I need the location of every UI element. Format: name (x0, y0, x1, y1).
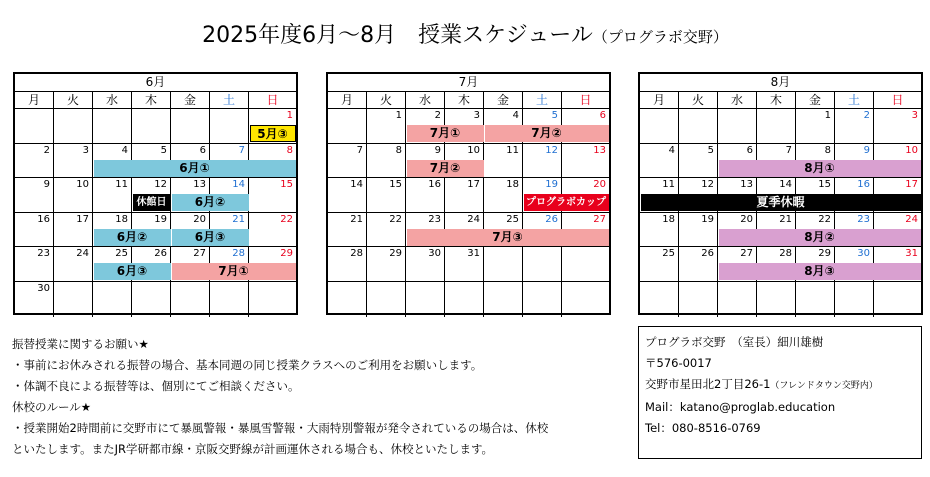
schedule-bar: 8月③ (719, 263, 921, 280)
day-number: 30 (857, 248, 870, 260)
day-number: 20 (740, 213, 753, 225)
day-cell (171, 282, 210, 317)
day-number: 22 (389, 213, 402, 225)
schedule-bar: 6月② (94, 229, 171, 246)
weekday-header: 水 (406, 91, 445, 109)
day-cell (406, 247, 445, 282)
day-number: 24 (467, 213, 480, 225)
day-cell (15, 109, 54, 144)
weekday-header: 土 (523, 91, 562, 109)
day-cell (640, 213, 679, 248)
day-number: 28 (232, 248, 245, 260)
day-number: 1 (286, 110, 293, 121)
schedule-bar: 7月② (407, 160, 484, 177)
day-number: 24 (905, 213, 918, 225)
contact-box (638, 326, 922, 459)
title-sub: （プログラボ交野） (592, 28, 728, 46)
day-cell (874, 282, 921, 317)
day-cell (796, 109, 835, 144)
day-cell (562, 144, 609, 179)
day-number: 19 (545, 179, 558, 191)
day-number: 4 (121, 144, 128, 156)
day-cell (249, 282, 296, 317)
day-number: 27 (593, 213, 606, 225)
day-cell (54, 178, 93, 213)
weekday-header: 水 (93, 91, 132, 109)
day-number: 6 (199, 144, 206, 156)
day-number: 14 (779, 179, 792, 191)
note-line: ・事前にお休みされる振替の場合、基本同週の同じ授業クラスへのご利用をお願いします。 (12, 358, 483, 372)
weekday-header: 木 (132, 91, 171, 109)
day-cell (874, 109, 921, 144)
contact-tel[interactable]: Tel：080-8516-0769 (645, 421, 761, 435)
day-number: 10 (76, 179, 89, 191)
day-number: 30 (428, 248, 441, 260)
day-number: 8 (286, 144, 293, 156)
schedule-bar: 休館日 (133, 194, 171, 211)
day-number: 1 (824, 110, 831, 121)
day-number: 18 (662, 213, 675, 225)
day-number: 22 (818, 213, 831, 225)
day-number: 13 (740, 179, 753, 191)
day-number: 25 (662, 248, 675, 260)
day-cell (328, 213, 367, 248)
contact-name: プログラボ交野 （室長）細川雄樹 (645, 335, 824, 349)
weekday-header: 土 (835, 91, 874, 109)
day-cell (367, 178, 406, 213)
day-cell (640, 144, 679, 179)
day-cell (679, 247, 718, 282)
day-number: 21 (232, 213, 245, 225)
day-cell (210, 109, 249, 144)
day-number: 27 (193, 248, 206, 260)
day-cell (367, 247, 406, 282)
calendar-june (13, 72, 298, 315)
day-cell (445, 282, 484, 317)
weekday-header: 木 (757, 91, 796, 109)
day-number: 21 (779, 213, 792, 225)
schedule-bar: 7月③ (407, 229, 609, 246)
weekday-header: 火 (679, 91, 718, 109)
day-cell (328, 144, 367, 179)
day-cell (54, 247, 93, 282)
day-number: 7 (238, 144, 245, 156)
day-cell (679, 282, 718, 317)
day-cell (132, 109, 171, 144)
day-cell (367, 144, 406, 179)
schedule-bar: 7月① (407, 125, 484, 142)
day-number: 12 (545, 144, 558, 156)
day-cell (54, 109, 93, 144)
day-number: 16 (428, 179, 441, 191)
day-cell (445, 178, 484, 213)
weekday-header: 日 (249, 91, 296, 109)
day-number: 2 (43, 144, 50, 156)
weekday-header: 土 (210, 91, 249, 109)
calendar-july (326, 72, 611, 315)
day-number: 31 (467, 248, 480, 260)
day-number: 23 (37, 248, 50, 260)
day-cell (679, 213, 718, 248)
day-cell (367, 109, 406, 144)
day-cell (328, 282, 367, 317)
day-cell (132, 282, 171, 317)
title-main: 2025年度6月～8月 授業スケジュール (202, 23, 593, 48)
month-name: 7月 (328, 74, 609, 92)
day-number: 2 (434, 110, 441, 121)
day-cell (835, 109, 874, 144)
day-cell (640, 247, 679, 282)
schedule-bar: 6月③ (172, 229, 249, 246)
day-cell (54, 144, 93, 179)
day-cell (757, 109, 796, 144)
day-number: 3 (82, 144, 89, 156)
weekday-header: 金 (171, 91, 210, 109)
day-number: 29 (389, 248, 402, 260)
day-number: 3 (473, 110, 480, 121)
day-number: 16 (37, 213, 50, 225)
day-cell (406, 282, 445, 317)
day-number: 19 (154, 213, 167, 225)
day-number: 2 (863, 110, 870, 121)
day-number: 29 (818, 248, 831, 260)
schedule-bar: 6月① (94, 160, 296, 177)
calendar-august (638, 72, 923, 315)
day-cell (718, 282, 757, 317)
day-cell (328, 247, 367, 282)
day-number: 15 (389, 179, 402, 191)
day-cell (406, 178, 445, 213)
day-number: 18 (506, 179, 519, 191)
schedule-bar: 6月③ (94, 263, 171, 280)
weekday-header: 火 (54, 91, 93, 109)
day-cell (93, 282, 132, 317)
day-cell (15, 247, 54, 282)
day-number: 15 (280, 179, 293, 191)
day-cell (54, 213, 93, 248)
day-number: 29 (280, 248, 293, 260)
weekday-header: 月 (640, 91, 679, 109)
day-cell (445, 247, 484, 282)
weekday-header: 水 (718, 91, 757, 109)
day-cell (718, 109, 757, 144)
day-number: 11 (115, 179, 128, 191)
day-number: 6 (746, 144, 753, 156)
day-cell (796, 282, 835, 317)
day-number: 7 (785, 144, 792, 156)
contact-address-note: （フレンドタウン交野内） (770, 381, 878, 391)
day-number: 6 (599, 110, 606, 121)
day-number: 20 (193, 213, 206, 225)
day-cell (93, 109, 132, 144)
note-line: 振替授業に関するお願い★ (12, 337, 149, 351)
day-cell (484, 144, 523, 179)
day-cell (484, 282, 523, 317)
day-number: 13 (193, 179, 206, 191)
weekday-header: 金 (796, 91, 835, 109)
day-cell (367, 213, 406, 248)
day-number: 27 (740, 248, 753, 260)
day-number: 21 (350, 213, 363, 225)
day-number: 28 (350, 248, 363, 260)
day-number: 25 (506, 213, 519, 225)
day-cell (640, 109, 679, 144)
day-number: 26 (545, 213, 558, 225)
day-number: 8 (824, 144, 831, 156)
day-number: 17 (905, 179, 918, 191)
month-name: 6月 (15, 74, 296, 92)
contact-address-line (645, 374, 915, 397)
day-number: 17 (467, 179, 480, 191)
weekday-header: 日 (874, 91, 921, 109)
note-line: ・体調不良による振替等は、個別にてご相談ください。 (12, 379, 300, 393)
day-cell (562, 282, 609, 317)
day-number: 15 (818, 179, 831, 191)
day-cell (249, 213, 296, 248)
day-number: 24 (76, 248, 89, 260)
day-number: 30 (37, 283, 50, 294)
day-number: 23 (857, 213, 870, 225)
day-number: 5 (707, 144, 714, 156)
day-number: 4 (512, 110, 519, 121)
day-number: 11 (662, 179, 675, 191)
day-cell (640, 282, 679, 317)
schedule-bar: 5月③ (250, 125, 296, 142)
note-line: ・授業開始2時間前に交野市にて暴風警報・暴風雪警報・大雨特別警報が発令されているの場合は、休校 (12, 421, 549, 435)
day-number: 26 (154, 248, 167, 260)
contact-address: 交野市星田北2丁目26-1 (645, 377, 771, 391)
day-number: 7 (356, 144, 363, 156)
schedule-bar: 7月① (172, 263, 296, 280)
day-cell (15, 144, 54, 179)
day-number: 12 (154, 179, 167, 191)
day-number: 14 (350, 179, 363, 191)
day-number: 14 (232, 179, 245, 191)
day-cell (757, 282, 796, 317)
schedule-bar: 7月② (485, 125, 609, 142)
day-cell (679, 144, 718, 179)
weekday-header: 月 (328, 91, 367, 109)
day-number: 25 (115, 248, 128, 260)
schedule-bar: 夏季休暇 (641, 194, 921, 211)
day-cell (328, 109, 367, 144)
day-number: 11 (506, 144, 519, 156)
weekday-header: 火 (367, 91, 406, 109)
day-cell (15, 213, 54, 248)
day-cell (15, 178, 54, 213)
day-cell (210, 282, 249, 317)
day-number: 26 (701, 248, 714, 260)
note-line: 休校のルール★ (12, 400, 92, 414)
day-cell (523, 247, 562, 282)
schedule-bar: 8月① (719, 160, 921, 177)
weekday-header: 木 (445, 91, 484, 109)
page-title (0, 18, 930, 49)
day-cell (562, 247, 609, 282)
day-number: 28 (779, 248, 792, 260)
day-number: 3 (911, 110, 918, 121)
day-number: 5 (160, 144, 167, 156)
day-number: 31 (905, 248, 918, 260)
day-cell (54, 282, 93, 317)
day-number: 10 (905, 144, 918, 156)
day-cell (171, 109, 210, 144)
day-number: 16 (857, 179, 870, 191)
day-number: 19 (701, 213, 714, 225)
day-number: 20 (593, 179, 606, 191)
day-number: 22 (280, 213, 293, 225)
day-cell (523, 144, 562, 179)
day-number: 1 (395, 110, 402, 121)
contact-mail[interactable]: Mail：katano@proglab.education (645, 400, 836, 414)
day-number: 9 (434, 144, 441, 156)
weekday-header: 金 (484, 91, 523, 109)
day-cell (679, 109, 718, 144)
weekday-header: 日 (562, 91, 609, 109)
day-number: 5 (551, 110, 558, 121)
day-cell (249, 178, 296, 213)
day-number: 23 (428, 213, 441, 225)
contact-zip: 〒576-0017 (645, 356, 712, 370)
day-number: 12 (701, 179, 714, 191)
day-cell (15, 282, 54, 317)
day-cell (484, 247, 523, 282)
day-cell (484, 178, 523, 213)
day-number: 8 (395, 144, 402, 156)
day-number: 18 (115, 213, 128, 225)
month-name: 8月 (640, 74, 921, 92)
weekday-header: 月 (15, 91, 54, 109)
day-cell (93, 178, 132, 213)
day-number: 10 (467, 144, 480, 156)
notes-section (12, 334, 612, 460)
day-number: 13 (593, 144, 606, 156)
day-number: 9 (43, 179, 50, 191)
day-number: 9 (863, 144, 870, 156)
note-line: といたします。またJR学研都市線・京阪交野線が計画運休される場合も、休校といたします。 (12, 442, 494, 456)
schedule-bar: プログラボカップ (524, 194, 609, 211)
day-cell (367, 282, 406, 317)
schedule-bar: 8月② (719, 229, 921, 246)
day-number: 4 (668, 144, 675, 156)
day-number: 17 (76, 213, 89, 225)
day-cell (328, 178, 367, 213)
day-cell (835, 282, 874, 317)
schedule-bar: 6月② (172, 194, 249, 211)
day-cell (523, 282, 562, 317)
